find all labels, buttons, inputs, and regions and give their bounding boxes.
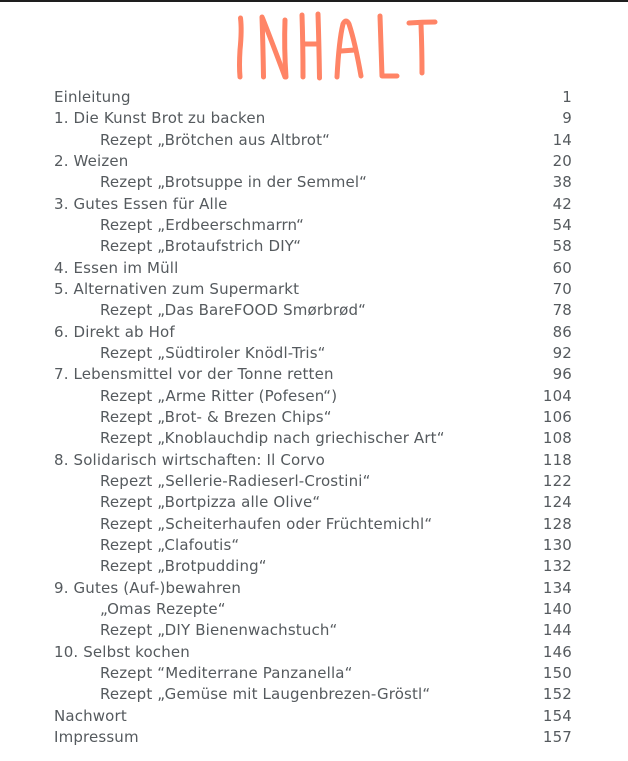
toc-entry[interactable] — [54, 364, 574, 385]
toc-entry-label: 2. Weizen — [54, 151, 129, 170]
toc-entry-page-number: 104 — [542, 386, 572, 405]
toc-entry[interactable] — [54, 322, 574, 343]
toc-entry-label: Nachwort — [54, 706, 127, 725]
toc-entry-page-number: 132 — [542, 557, 572, 576]
toc-entry-page-number: 154 — [542, 706, 572, 725]
toc-entry-label: Rezept „Scheiterhaufen oder Früchtemichl“ — [100, 514, 433, 533]
toc-entry-page-number: 96 — [552, 365, 572, 384]
toc-entry-page-number: 20 — [552, 151, 572, 170]
toc-entry-page-number: 122 — [542, 471, 572, 490]
toc-entry-label: Rezept „Brotaufstrich DIY“ — [100, 237, 302, 256]
toc-entry[interactable] — [54, 215, 574, 236]
toc-entry-page-number: 157 — [542, 727, 572, 746]
toc-entry-page-number: 42 — [552, 194, 572, 213]
toc-entry-label: „Omas Rezepte“ — [100, 599, 226, 618]
toc-entry[interactable] — [54, 236, 574, 257]
toc-entry[interactable] — [54, 450, 574, 471]
toc-entry-label: Rezept “Mediterrane Panzanella“ — [100, 663, 353, 682]
toc-entry-page-number: 58 — [552, 237, 572, 256]
toc-entry-label: 1. Die Kunst Brot zu backen — [54, 109, 266, 128]
toc-entry-page-number: 70 — [552, 279, 572, 298]
toc-entry-label: Rezept „Knoblauchdip nach griechischer Art“ — [100, 429, 445, 448]
toc-entry-page-number: 106 — [542, 407, 572, 426]
toc-entry-label: Impressum — [54, 727, 139, 746]
toc-entry-page-number: 1 — [562, 88, 572, 106]
toc-entry-label: Rezept „Brotsuppe in der Semmel“ — [100, 173, 368, 192]
page-title — [0, 0, 628, 90]
toc-entry[interactable] — [54, 386, 574, 407]
toc-entry-label: 5. Alternativen zum Supermarkt — [54, 279, 300, 298]
toc-entry-label: Rezept „Erdbeerschmarrn“ — [100, 215, 305, 234]
toc-entry[interactable] — [54, 87, 574, 108]
table-of-contents — [54, 87, 574, 748]
toc-entry-label: 6. Direkt ab Hof — [54, 322, 175, 341]
toc-entry-page-number: 118 — [542, 450, 572, 469]
toc-entry[interactable] — [54, 343, 574, 364]
toc-entry-page-number: 14 — [552, 130, 572, 149]
toc-entry[interactable] — [54, 578, 574, 599]
toc-entry-label: Rezept „DIY Bienenwachstuch“ — [100, 621, 338, 640]
toc-entry-label: Rezept „Gemüse mit Laugenbrezen-Gröstl“ — [100, 685, 431, 704]
toc-entry[interactable] — [54, 130, 574, 151]
toc-entry-page-number: 78 — [552, 301, 572, 320]
toc-entry-label: Rezept „Clafoutis“ — [100, 535, 240, 554]
toc-entry[interactable] — [54, 258, 574, 279]
toc-entry[interactable] — [54, 642, 574, 663]
toc-entry-page-number: 54 — [552, 215, 572, 234]
toc-entry[interactable] — [54, 556, 574, 577]
toc-entry[interactable] — [54, 428, 574, 449]
toc-entry-label: Rezept „Südtiroler Knödl-Tris“ — [100, 343, 326, 362]
toc-entry-label: 7. Lebensmittel vor der Tonne retten — [54, 365, 334, 384]
toc-entry[interactable] — [54, 620, 574, 641]
toc-entry-page-number: 124 — [542, 493, 572, 512]
toc-entry-page-number: 140 — [542, 599, 572, 618]
hand-lettered-title-graphic — [0, 0, 628, 90]
toc-entry-page-number: 60 — [552, 258, 572, 277]
toc-entry[interactable] — [54, 492, 574, 513]
toc-entry-page-number: 134 — [542, 578, 572, 597]
toc-entry-page-number: 86 — [552, 322, 572, 341]
toc-entry-page-number: 9 — [562, 109, 572, 128]
toc-entry-page-number: 38 — [552, 173, 572, 192]
toc-entry-page-number: 144 — [542, 621, 572, 640]
toc-entry[interactable] — [54, 300, 574, 321]
toc-entry[interactable] — [54, 663, 574, 684]
toc-entry-label: 10. Selbst kochen — [54, 642, 190, 661]
toc-entry-page-number: 152 — [542, 685, 572, 704]
toc-entry-label: Rezept „Bortpizza alle Olive“ — [100, 493, 321, 512]
toc-entry-label: Rezept „Arme Ritter (Pofesen“) — [100, 386, 338, 405]
toc-entry[interactable] — [54, 407, 574, 428]
toc-entry-page-number: 130 — [542, 535, 572, 554]
toc-entry-label: Rezept „Das BareFOOD Smørbrød“ — [100, 301, 367, 320]
toc-entry-label: 4. Essen im Müll — [54, 258, 179, 277]
toc-entry-label: Rezept „Brotpudding“ — [100, 557, 267, 576]
toc-entry-label: 3. Gutes Essen für Alle — [54, 194, 228, 213]
toc-entry-page-number: 146 — [542, 642, 572, 661]
toc-entry-page-number: 108 — [542, 429, 572, 448]
toc-entry[interactable] — [54, 172, 574, 193]
toc-entry[interactable] — [54, 194, 574, 215]
toc-entry[interactable] — [54, 706, 574, 727]
toc-entry[interactable] — [54, 684, 574, 705]
toc-entry[interactable] — [54, 599, 574, 620]
toc-entry[interactable] — [54, 108, 574, 129]
toc-entry[interactable] — [54, 471, 574, 492]
toc-entry-page-number: 150 — [542, 663, 572, 682]
toc-entry-label: 8. Solidarisch wirtschaften: Il Corvo — [54, 450, 325, 469]
toc-entry-label: Rezept „Brötchen aus Altbrot“ — [100, 130, 331, 149]
toc-entry[interactable] — [54, 514, 574, 535]
toc-entry-label: Einleitung — [54, 88, 131, 106]
toc-entry-label: Rezept „Brot- & Brezen Chips“ — [100, 407, 332, 426]
toc-entry[interactable] — [54, 535, 574, 556]
toc-entry[interactable] — [54, 727, 574, 748]
toc-entry-label: Repezt „Sellerie-Radieserl-Crostini“ — [100, 471, 371, 490]
toc-entry-page-number: 128 — [542, 514, 572, 533]
toc-entry[interactable] — [54, 151, 574, 172]
toc-entry-page-number: 92 — [552, 343, 572, 362]
toc-entry[interactable] — [54, 279, 574, 300]
toc-entry-label: 9. Gutes (Auf-)bewahren — [54, 578, 241, 597]
